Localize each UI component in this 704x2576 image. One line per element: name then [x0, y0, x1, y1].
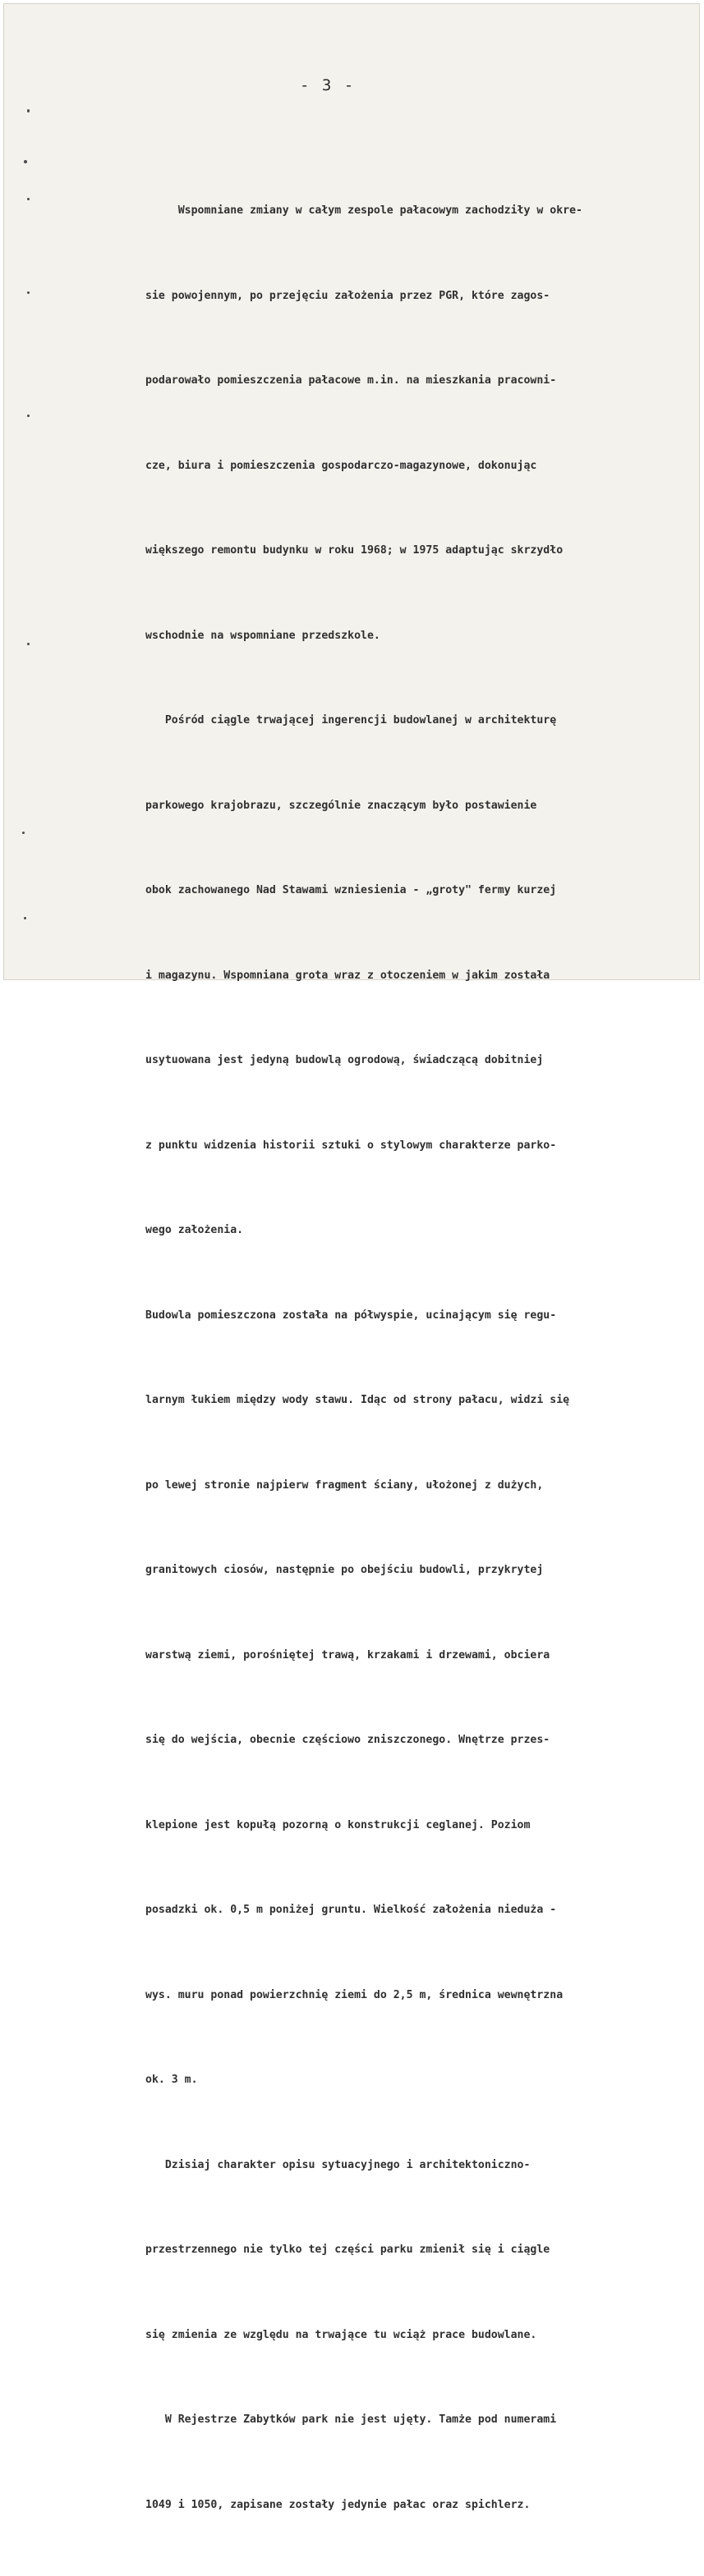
text-line: większego remontu budynku w roku 1968; w 1975 adaptując skrzydło: [145, 544, 564, 557]
text-line: Dzisiaj charakter opisu sytuacyjnego i architektoniczno-: [145, 2158, 531, 2171]
text-line: sie powojennym, po przejęciu założenia przez PGR, które zagos-: [145, 289, 550, 302]
text-line: się do wejścia, obecnie częściowo zniszczonego. Wnętrze przes-: [145, 1734, 550, 1746]
text-line: parkowego krajobrazu, szczególnie znaczącym było postawienie: [145, 799, 537, 812]
text-line: 1049 i 1050, zapisane zostały jedynie pałac oraz spichlerz.: [145, 2498, 531, 2511]
text-line: posadzki ok. 0,5 m poniżej gruntu. Wielkość założenia nieduża -: [145, 1904, 557, 1916]
text-line: z punktu widzenia historii sztuki o stylowym charakterze parko-: [145, 1139, 557, 1152]
margin-mark: [24, 160, 27, 163]
text-line: Budowla pomieszczona została na półwyspie, ucinającym się regu-: [145, 1309, 557, 1322]
text-line: po lewej stronie najpierw fragment ściany, ułożonej z dużych,: [145, 1478, 544, 1492]
text-line: i magazynu. Wspomniana grota wraz z otoczeniem w jakim została: [145, 969, 550, 982]
margin-mark: [27, 109, 30, 112]
text-line: podarowało pomieszczenia pałacowe m.in. na mieszkania pracowni-: [145, 374, 557, 387]
text-line: się zmienia ze względu na trwające tu wciąż prace budowlane.: [145, 2328, 537, 2341]
text-line: obok zachowanego Nad Stawami wzniesienia - „groty" fermy kurzej: [145, 884, 557, 896]
margin-mark: [22, 832, 25, 834]
text-line: wego założenia.: [145, 1224, 244, 1236]
page-number: - 3 -: [300, 76, 356, 94]
text-line: granitowych ciosów, następnie po obejściu budowli, przykrytej: [145, 1564, 544, 1576]
margin-mark: [27, 643, 30, 645]
text-line: Wspomniane zmiany w całym zespole pałacowym zachodziły w okre-: [145, 204, 582, 217]
text-line: warstwą ziemi, porośniętej trawą, krzakami i drzewami, obciera: [145, 1648, 550, 1662]
margin-mark: [27, 415, 30, 417]
text-line: wschodnie na wspomniane przedszkole.: [145, 629, 380, 642]
text-line: ok. 3 m.: [145, 2074, 198, 2086]
text-line: Pośród ciągle trwającej ingerencji budowlanej w architekturę: [145, 714, 557, 727]
text-line: W Rejestrze Zabytków park nie jest ujęty. Tamże pod numerami: [145, 2413, 557, 2426]
body-text: [145, 140, 704, 2576]
text-line: przestrzennego nie tylko tej części parku zmienił się i ciągle: [145, 2244, 550, 2256]
document-page: [3, 3, 700, 2511]
text-line: wys. muru ponad powierzchnię ziemi do 2,5 m, średnica wewnętrzna: [145, 1988, 564, 2001]
margin-mark: [24, 917, 26, 919]
margin-mark: [27, 198, 30, 200]
text-line: larnym łukiem między wody stawu. Idąc od strony pałacu, widzi się: [145, 1394, 570, 1406]
margin-mark: [27, 291, 30, 294]
text-line: klepione jest kopułą pozorną o konstrukcji ceglanej. Poziom: [145, 1818, 531, 1831]
text-line: usytuowana jest jedyną budowlą ogrodową, świadczącą dobitniej: [145, 1054, 544, 1066]
text-line: cze, biura i pomieszczenia gospodarczo-magazynowe, dokonując: [145, 459, 537, 472]
